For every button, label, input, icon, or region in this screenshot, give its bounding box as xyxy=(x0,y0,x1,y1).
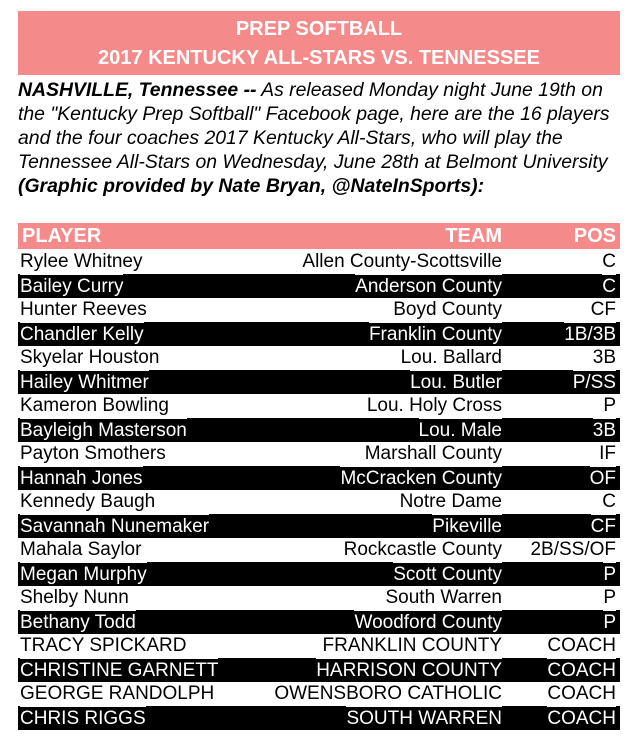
table-header xyxy=(18,223,620,249)
team-name: Lou. Ballard xyxy=(400,347,502,368)
table-row xyxy=(18,346,620,370)
table-row xyxy=(18,682,620,706)
header-player: PLAYER xyxy=(22,225,102,247)
title-band xyxy=(18,11,620,75)
team-name: South Warren xyxy=(385,587,502,608)
player-name: TRACY SPICKARD xyxy=(20,635,187,656)
table-row xyxy=(18,538,620,562)
team-name: FRANKLIN COUNTY xyxy=(322,635,502,656)
team-name: McCracken County xyxy=(340,468,502,489)
position: COACH xyxy=(547,708,616,729)
player-name: Hunter Reeves xyxy=(20,299,147,320)
position: 3B xyxy=(592,420,616,441)
position: COACH xyxy=(547,635,616,656)
title-line-1: PREP SOFTBALL xyxy=(235,18,403,40)
position: CF xyxy=(590,299,616,320)
position: 1B/3B xyxy=(564,324,616,345)
table-row xyxy=(18,250,620,274)
header-team: TEAM xyxy=(445,225,502,247)
intro-paragraph xyxy=(18,78,628,198)
table-row xyxy=(18,658,620,682)
table-row xyxy=(18,610,620,634)
team-name: Notre Dame xyxy=(399,491,502,512)
table-row xyxy=(18,322,620,346)
player-name: Hannah Jones xyxy=(20,468,143,489)
table-row xyxy=(18,274,620,298)
table-row xyxy=(18,370,620,394)
position: COACH xyxy=(547,683,616,704)
team-name: Lou. Male xyxy=(418,420,502,441)
team-name: Lou. Butler xyxy=(410,372,502,393)
position: 2B/SS/OF xyxy=(530,539,616,560)
position: P xyxy=(603,564,616,585)
position: P xyxy=(603,587,616,608)
player-name: Chandler Kelly xyxy=(20,324,144,345)
player-name: CHRIS RIGGS xyxy=(20,708,146,729)
team-name: Anderson County xyxy=(355,276,502,297)
table-row xyxy=(18,442,620,466)
player-name: Shelby Nunn xyxy=(20,587,129,608)
team-name: OWENSBORO CATHOLIC xyxy=(274,683,502,704)
table-row xyxy=(18,514,620,538)
team-name: Lou. Holy Cross xyxy=(366,395,502,416)
team-name: HARRISON COUNTY xyxy=(316,660,502,681)
team-name: Woodford County xyxy=(354,612,502,633)
player-name: Bayleigh Masterson xyxy=(20,420,187,441)
team-name: Scott County xyxy=(393,564,502,585)
team-name: Marshall County xyxy=(364,443,502,464)
position: P xyxy=(603,395,616,416)
table-row xyxy=(18,706,620,730)
player-name: Bethany Todd xyxy=(20,612,136,633)
position: C xyxy=(602,251,616,272)
team-name: SOUTH WARREN xyxy=(346,708,502,729)
position: IF xyxy=(599,443,616,464)
header-pos: POS xyxy=(573,225,616,247)
player-name: Payton Smothers xyxy=(20,443,166,464)
table-row xyxy=(18,394,620,418)
team-name: Rockcastle County xyxy=(343,539,502,560)
player-name: Kameron Bowling xyxy=(20,395,169,416)
table-row xyxy=(18,634,620,658)
player-name: Mahala Saylor xyxy=(20,539,142,560)
player-name: GEORGE RANDOLPH xyxy=(20,683,215,704)
position: CF xyxy=(590,516,616,537)
roster-table xyxy=(18,250,620,730)
position: C xyxy=(602,491,616,512)
position: P/SS xyxy=(572,372,616,393)
player-name: Kennedy Baugh xyxy=(20,491,156,512)
team-name: Allen County-Scottsville xyxy=(302,251,502,272)
team-name: Pikeville xyxy=(432,516,502,537)
intro-credit: (Graphic provided by Nate Bryan, @NateInSports): xyxy=(18,175,485,197)
player-name: Bailey Curry xyxy=(20,276,124,297)
position: OF xyxy=(589,468,616,489)
player-name: Skyelar Houston xyxy=(20,347,160,368)
team-name: Franklin County xyxy=(368,324,502,345)
player-name: CHRISTINE GARNETT xyxy=(20,660,219,681)
position: 3B xyxy=(592,347,616,368)
table-row xyxy=(18,466,620,490)
player-name: Rylee Whitney xyxy=(20,251,143,272)
table-row xyxy=(18,490,620,514)
table-row xyxy=(18,562,620,586)
position: COACH xyxy=(547,660,616,681)
title-line-2: 2017 KENTUCKY ALL-STARS VS. TENNESSEE xyxy=(98,47,540,69)
position: P xyxy=(603,612,616,633)
table-row xyxy=(18,586,620,610)
player-name: Savannah Nunemaker xyxy=(20,516,210,537)
player-name: Megan Murphy xyxy=(20,564,147,585)
table-row xyxy=(18,418,620,442)
intro-body: As released Monday night June 19th on the "Kentucky Prep Softball" Facebook page, here are the 16 players and the four coaches 2017 Kentucky All-Stars, who will play the Tennessee All-Stars on Wednesday, June 28th at Belmont University xyxy=(18,79,610,173)
table-row xyxy=(18,298,620,322)
intro-dateline: NASHVILLE, Tennessee -- xyxy=(18,79,257,101)
position: C xyxy=(602,276,616,297)
player-name: Hailey Whitmer xyxy=(20,372,149,393)
team-name: Boyd County xyxy=(393,299,502,320)
